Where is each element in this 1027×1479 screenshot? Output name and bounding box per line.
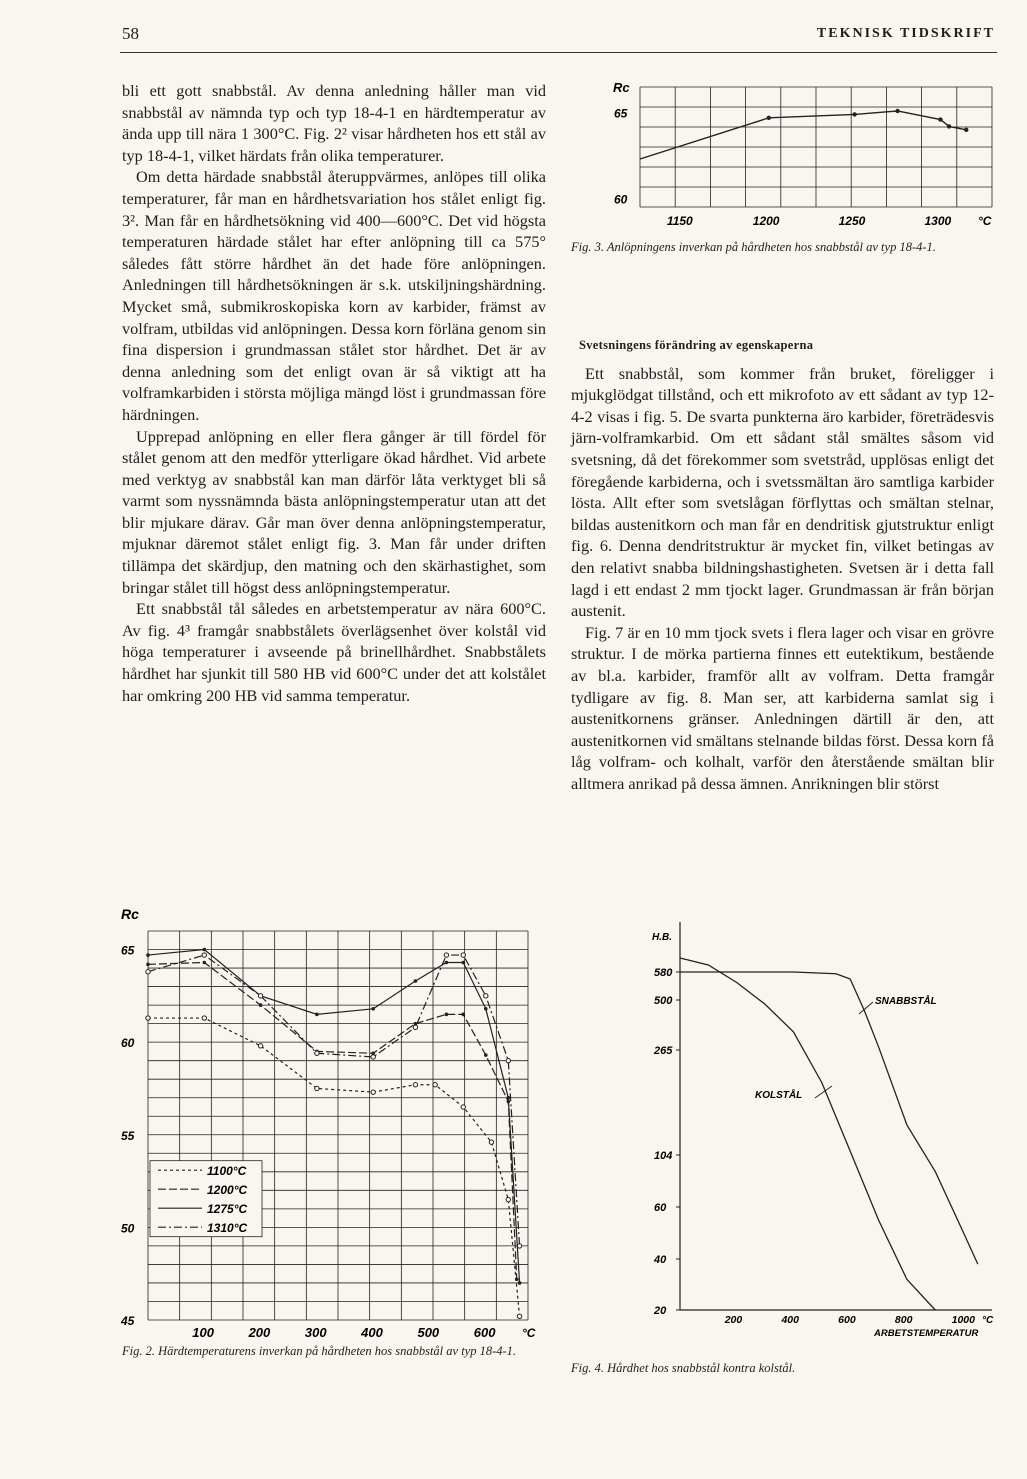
fig3-xtick: 1200	[752, 214, 780, 228]
fig4-caption	[571, 1360, 996, 1376]
fig4-xtick: 400	[781, 1314, 799, 1326]
section-heading: Svetsningens förändring av egenskaperna	[579, 338, 814, 352]
fig4-ytick: 500	[654, 995, 673, 1007]
fig4-xunit: °C	[982, 1315, 994, 1326]
fig4-ytick: 265	[654, 1045, 673, 1057]
fig4-series-line	[680, 958, 935, 1310]
fig4-ytick: 40	[654, 1254, 667, 1266]
fig4-series-line	[680, 972, 978, 1264]
fig4-xtick: 800	[894, 1314, 913, 1326]
fig3-ylabel: Rc	[613, 80, 630, 95]
fig2-ytick: 45	[121, 1314, 135, 1328]
fig2-legend-label: 1200°C	[207, 1183, 248, 1198]
fig4-series-label: KOLSTÅL	[755, 1090, 803, 1101]
fig2-xtick: 600	[473, 1325, 496, 1340]
fig4-xtick: 200	[724, 1314, 743, 1326]
journal-title: TEKNISK TIDSKRIFT	[816, 26, 995, 41]
fig3-xtick: 1150	[666, 214, 693, 228]
fig3-xtick: 1300	[924, 214, 952, 228]
fig2-ylabel: Rc	[121, 906, 139, 922]
paragraph: Ett snabbstål, som kommer från bruket, föreligger i mjukglödgat tillstånd, och ett mikrofoto av ett sådant av typ 12-4-2 visas i fig. 5. De svarta punkterna äro karbider, företrädesvis järn-volframkarbid. Om ett sådant stål smältes såsom vid svetsning, då det förekommer som svetstråd, upplösas enligt det föregående karbiderna, och i svetssmältan äro samtliga karbider lösta. Allt efter som svetslågan förflyttas och smältan stelnar, bildas austenitkorn och man får en dendritisk gjutstruktur enligt fig. 6. Denna dendritstruktur är mycket fin, vilket betingas av den relativt snabba bildningshastigheten. Svetsen är i detta fall lagd i ett endast 2 mm tjockt lager. Grundmassan är från början austenit.	[571, 363, 994, 621]
fig3-caption-num: Fig. 3.	[571, 240, 604, 254]
fig2-xtick: 400	[361, 1325, 383, 1340]
fig3-ytick: 65	[614, 106, 628, 121]
fig4-caption-text: Hårdhet hos snabbstål kontra kolstål.	[607, 1361, 796, 1375]
fig3-caption-text: Anlöpningens inverkan på hårdheten hos snabbstål av typ 18-4-1.	[606, 240, 936, 254]
fig3-ytick: 60	[614, 192, 628, 207]
fig2-xtick: 500	[417, 1325, 440, 1340]
fig2-legend-label: 1275°C	[207, 1202, 248, 1217]
fig2-xtick: 200	[248, 1325, 271, 1340]
fig2-xtick: 300	[304, 1325, 327, 1340]
fig2-caption-num: Fig. 2.	[122, 1344, 155, 1358]
fig2-legend-label: 1310°C	[207, 1221, 248, 1236]
fig2-xunit: °C	[522, 1326, 536, 1340]
fig4-ytick: 20	[654, 1305, 667, 1317]
fig2-ytick: 50	[121, 1221, 135, 1236]
paragraph: bli ett gott snabbstål. Av denna anledning håller man vid snabbstål av nämnda typ och typ 18-4-1 en härdtemperatur av ända upp till nära 1 300°C. Fig. 2² visar hårdheten hos ett stål av typ 18-4-1, vilket härdats från olika temperaturer.	[122, 81, 546, 165]
fig4-ytick: 580	[654, 967, 673, 979]
fig2-ytick: 60	[121, 1036, 135, 1051]
fig4-xtick: 1000	[951, 1314, 975, 1326]
paragraph: Om detta härdade snabbstål återuppvärmes, anlöpes till olika temperaturer, får man en hårdhetsvariation hos stålet enligt fig. 3². Man får en hårdhetsökning vid 400—600°C. Det vid högsta temperaturen härdade stålet har efter anlöpning till ca 575° således fått större hårdhet än det hade före anlöpningen. Anledningen till hårdhetsökningen är s.k. utskiljningshärdning. Mycket små, submikroskopiska korn av karbider, främst av volfram, utbildas vid anlöpningen. Dessa korn förläna genom sin fina dispersion i grundmassan stålet stor hårdhet. Det är av denna anledning som det enligt ovan är så viktigt att ha volframkarbiden i största möjliga mängd löst i grundmassan före härdningen.	[122, 167, 546, 424]
fig2-legend-label: 1100°C	[207, 1164, 247, 1179]
paragraph: Fig. 7 är en 10 mm tjock svets i flera lager och visar en grövre struktur. I de mörka partierna finnes ett eutektikum, bestående av bl.a. karbider, framför allt av volfram. Detta framgår tydligare av fig. 8. Man ser, att karbiderna samlat sig i austenitkornens gränser. Anledningen därtill är den, att austenitkornen vid smältans stelnande bildas först. Dessa korn få låg volfram- och kolhalt, varför den återstående smältan blir alltmera anrikad på dessa ämnen. Anrikningen blir störst	[571, 622, 994, 793]
page-number: 58	[122, 24, 139, 43]
fig4-series-label: SNABBSTÅL	[875, 996, 937, 1007]
fig3-xtick: 1250	[838, 214, 866, 228]
fig2-caption-text: Härdtemperaturens inverkan på hårdheten hos snabbstål av typ 18-4-1.	[158, 1344, 517, 1358]
fig4-xlabel: ARBETSTEMPERATUR	[874, 1328, 979, 1339]
fig4-ylabel: H.B.	[652, 932, 672, 943]
fig4-caption-num: Fig. 4.	[571, 1361, 604, 1375]
paragraph: Ett snabbstål tål således en arbetstemperatur av nära 600°C. Av fig. 4³ framgår snabbstålets överlägsenhet över kolstål vid höga temperaturer i avseende på brinellhårdhet. Snabbstålets hårdhet har sjunkit till 580 HB vid 600°C under det att kolstålet har omkring 200 HB vid samma temperatur.	[122, 599, 546, 705]
fig3-xunit: °C	[978, 214, 992, 228]
fig4-ytick: 60	[654, 1202, 667, 1214]
fig2-ytick: 65	[121, 943, 135, 958]
fig4-ytick: 104	[654, 1150, 673, 1162]
paragraph: Upprepad anlöpning en eller flera gånger är till fördel för stålet genom att den medför ytterligare ökad hårdhet. Vid arbete med verktyg av snabbstål kan man därför låta verktyget bli så varmt som nyssnämnda bästa anlöpningstemperatur utan att det blir mjukare därav. Går man över denna anlöpningstemperatur, mjuknar däremot stålet enligt fig. 3. Man får under driften tillämpa det skärdjup, den matning och den skärhastighet, som bringar stålet till högst dess anlöpningstemperatur.	[122, 426, 546, 597]
fig2-ytick: 55	[121, 1128, 135, 1143]
fig4-xtick: 600	[838, 1314, 856, 1326]
fig2-xtick: 100	[192, 1325, 214, 1340]
